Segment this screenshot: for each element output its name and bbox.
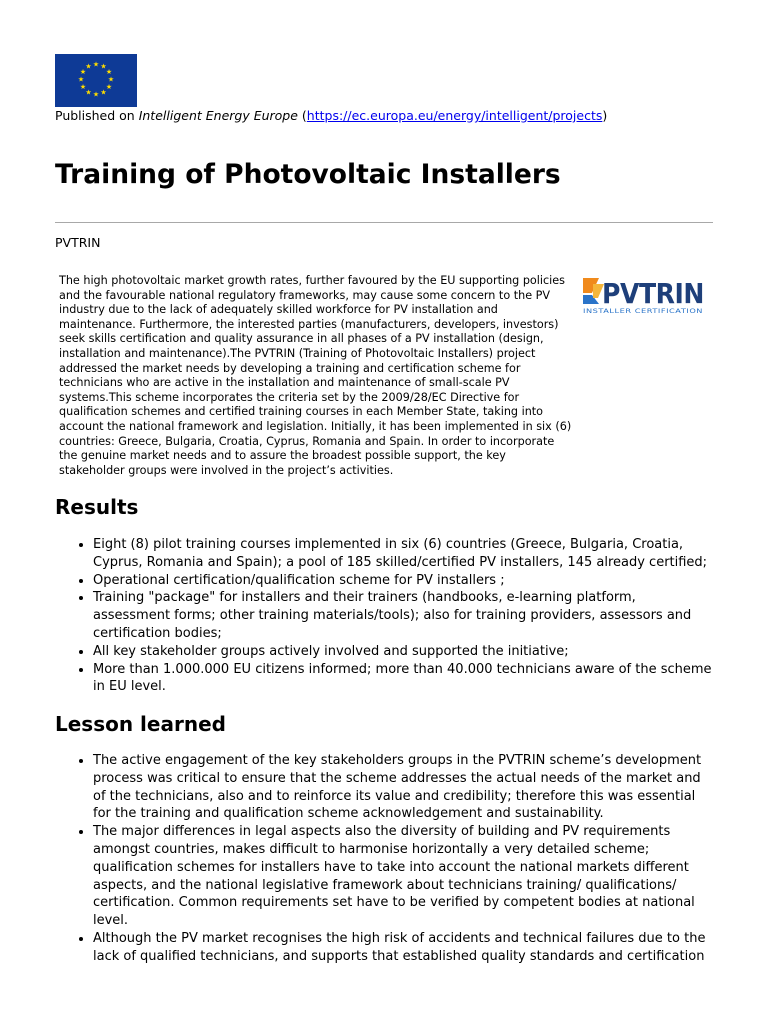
project-summary: The high photovoltaic market growth rates, further favoured by the EU supporting policies and the favourable national regulatory frameworks, may cause some concern to the PV industry due to the lack of adequately skilled workforce for PV installation and maintenance. Furthermore, the interested parties (manufacturers, developers, investors) seek skills certification and quality assurance in all phases of a PV installation (design, installation and maintenance).The PVTRIN (Training of Photovoltaic Installers) project addressed the market needs by developing a training and certification scheme for technicians who are active in the installation and maintenance of small-scale PV systems.This scheme incorporates the criteria set by the 2009/28/EC Directive for qualification schemes and certified training courses in each Member State, taking into account the national framework and legislation. Initially, it has been implemented in six (6) countries: Greece, Bulgaria, Croatia, Cyprus, Romania and Spain. In order to incorporate the genuine market needs and to assure the broadest possible support, the key stakeholder groups were involved in the project’s activities.	[59, 274, 572, 477]
pvtrin-logo	[580, 274, 708, 316]
results-heading: Results	[55, 495, 139, 519]
list-item: • Training "package" for installers and their trainers (handbooks, e-learning platform, assessment forms; other training materials/tools); also for training providers, assessors and certification bodies;	[93, 589, 715, 642]
list-item: • The major differences in legal aspects also the diversity of building and PV requirements amongst countries, makes difficult to harmonise horizontally a very detailed scheme; qualification schemes for installers have to take into account the national markets different aspects, and the national legislative framework about technicians training/ qualifications/ certification. Common requirements set have to be verified by competent bodies at national level.	[93, 823, 715, 930]
logo-text: PVTRIN	[602, 277, 704, 310]
svg-text:★: ★	[100, 62, 107, 71]
source-url-link[interactable]: https://ec.europa.eu/energy/intelligent/projects	[306, 108, 603, 123]
published-on-line	[55, 107, 607, 124]
list-item: • More than 1.000.000 EU citizens informed; more than 40.000 technicians aware of the scheme in EU level.	[93, 661, 715, 697]
open-paren: (	[297, 108, 307, 123]
svg-text:★: ★	[92, 60, 100, 69]
lessons-list	[55, 752, 715, 966]
eu-flag-icon	[55, 54, 137, 107]
logo-tagline: INSTALLER CERTIFICATION	[583, 308, 703, 315]
list-item: • Operational certification/qualification scheme for PV installers ;	[93, 572, 715, 590]
lessons-heading: Lesson learned	[55, 712, 226, 736]
list-item: • Although the PV market recognises the high risk of accidents and technical failures due to the lack of qualified technicians, and supports that established quality standards and certification	[93, 930, 715, 966]
svg-text:★: ★	[92, 90, 100, 99]
svg-text:★: ★	[85, 62, 92, 71]
list-item: • All key stakeholder groups actively involved and supported the initiative;	[93, 643, 715, 661]
published-prefix: Published on	[55, 108, 139, 123]
list-item: • Eight (8) pilot training courses implemented in six (6) countries (Greece, Bulgaria, Croatia, Cyprus, Romania and Spain); a pool of 185 skilled/certified PV installers, 145 already certified;	[93, 536, 715, 572]
results-list	[55, 536, 715, 696]
svg-text:★: ★	[85, 88, 92, 97]
list-item: • The active engagement of the key stakeholders groups in the PVTRIN scheme’s development process was critical to ensure that the scheme addresses the actual needs of the market and of the technicians, also and to reinforce its value and credibility; therefore this was essential for the training and qualification scheme acknowledgement and sustainability.	[93, 752, 715, 823]
svg-text:★: ★	[107, 75, 115, 84]
page-title: Training of Photovoltaic Installers	[55, 159, 561, 190]
svg-text:★: ★	[105, 68, 113, 76]
source-name: Intelligent Energy Europe	[138, 108, 298, 123]
svg-text:★: ★	[100, 88, 107, 97]
title-divider	[55, 222, 713, 223]
project-acronym: PVTRIN	[55, 235, 101, 250]
close-paren: )	[602, 108, 608, 123]
svg-text:★: ★	[79, 68, 87, 76]
svg-text:★: ★	[77, 75, 85, 84]
svg-text:★: ★	[79, 83, 87, 91]
svg-text:★: ★	[105, 83, 113, 91]
